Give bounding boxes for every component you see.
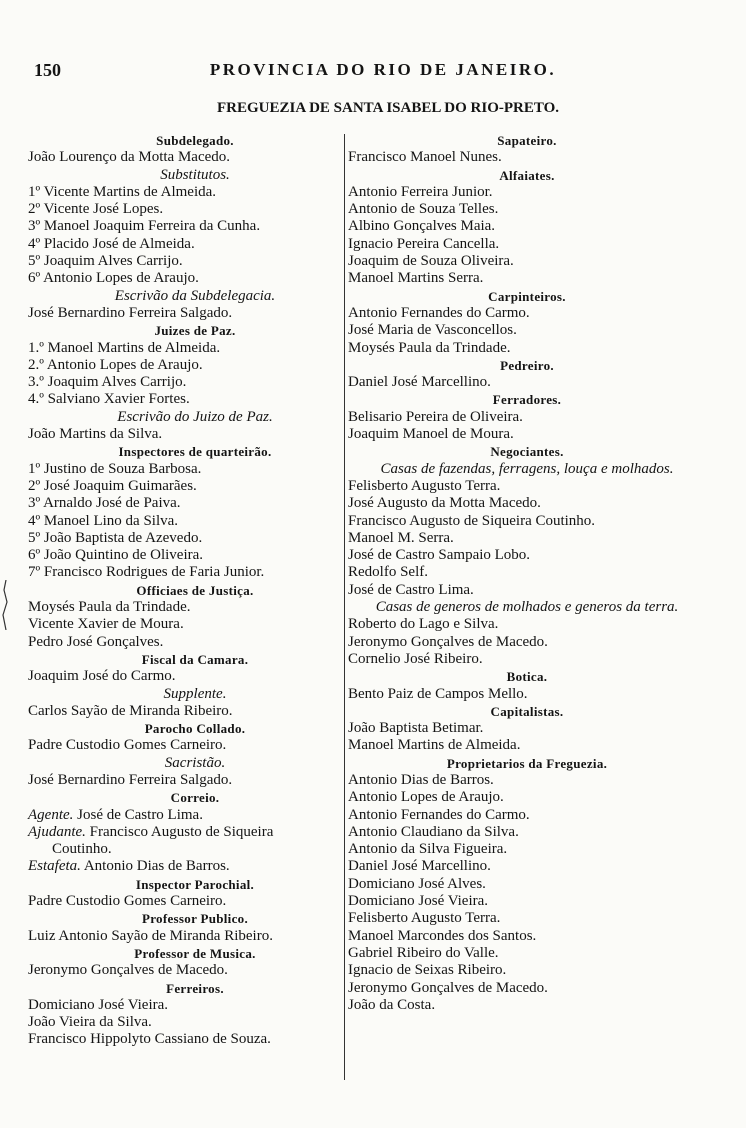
section-heading: Juizes de Paz. [154,323,236,339]
section-heading: Subdelegado. [156,133,234,148]
list-item: João Baptista Betimar. [348,720,484,737]
section-subheading: Escrivão da Subdelegacia. [114,287,276,304]
list-item: Joaquim José do Carmo. [28,668,176,685]
list-item: 1º Vicente Martins de Almeida. [28,183,217,200]
list-item: João Vieira da Silva. [28,1014,152,1031]
section-heading: Inspectores de quarteirão. [118,444,272,460]
role-entry [28,858,362,875]
list-item: José de Castro Sampaio Lobo. [348,547,531,564]
list-item: Antonio Dias de Barros. [348,771,494,788]
section-heading: Botica. [506,669,548,685]
section-subheading: Sacristão. [164,754,226,771]
list-item: Manoel M. Serra. [348,529,454,546]
list-item: 4º Placido José de Almeida. [28,235,195,252]
list-item: Jeronymo Gonçalves de Macedo. [348,633,548,650]
list-item: Felisberto Augusto Terra. [348,910,501,927]
list-item: José Maria de Vasconcellos. [348,322,517,339]
role-label: Estafeta. [28,858,81,875]
list-item: Padre Custodio Gomes Carneiro. [28,737,227,754]
list-item: Domiciano José Vieira. [28,996,169,1013]
list-item: 2º José Joaquim Guimarães. [28,477,197,494]
list-item: 3º Arnaldo José de Paiva. [28,495,181,512]
section-heading: Fiscal da Camara. [141,651,249,667]
list-item: Daniel José Marcellino. [348,374,491,391]
list-item: João Martins da Silva. [28,426,163,443]
list-item: Joaquim de Souza Oliveira. [348,253,514,270]
list-item: Moysés Paula da Trindade. [348,339,511,356]
list-item: 2.º Antonio Lopes de Araujo. [28,356,203,373]
list-item: 6º Antonio Lopes de Araujo. [28,270,199,287]
entry-continuation: Coutinho. [52,841,112,858]
role-label: Ajudante. [28,823,86,840]
section-subheading: Substitutos. [160,166,230,183]
list-item: Redolfo Self. [348,564,428,581]
list-item: 3.º Joaquim Alves Carrijo. [28,374,187,391]
role-holder: José de Castro Lima. [73,806,203,823]
section-heading: Proprietarios da Freguezia. [446,755,608,771]
section-subheading: Supplente. [163,685,227,702]
section-heading: Alfaiates. [499,167,555,183]
list-item: Albino Gonçalves Maia. [348,218,496,235]
list-item: Felisberto Augusto Terra. [348,477,501,494]
list-item: Antonio da Silva Figueira. [348,841,508,858]
page-header [0,60,746,86]
section-heading: Capitalistas. [490,703,564,719]
margin-bracket-mark [2,580,8,630]
section-heading: Ferreiros. [166,980,224,996]
list-item: Jeronymo Gonçalves de Macedo. [348,979,548,996]
list-item: Antonio Lopes de Araujo. [348,789,504,806]
list-item: 4.º Salviano Xavier Fortes. [28,391,190,408]
role-entry [28,824,362,841]
list-item: José Augusto da Motta Macedo. [348,495,541,512]
list-item: 1.º Manoel Martins de Almeida. [28,339,221,356]
section-heading: Carpinteiros. [488,288,566,304]
section-heading: Professor de Musica. [134,945,256,961]
list-item: Antonio Claudiano da Silva. [348,823,519,840]
list-item: Ignacio Pereira Cancella. [348,235,500,252]
list-item: 7º Francisco Rodrigues de Faria Junior. [28,564,265,581]
list-item: João da Costa. [348,996,436,1013]
section-heading: Professor Publico. [141,911,249,927]
page-title: PROVINCIA DO RIO DE JANEIRO. [209,60,557,79]
list-item: 1º Justino de Souza Barbosa. [28,460,202,477]
list-item: João Lourenço da Motta Macedo. [28,149,231,166]
list-item: Moysés Paula da Trindade. [28,599,191,616]
list-item: Manoel Martins Serra. [348,270,484,287]
section-heading: Negociantes. [490,444,564,460]
list-item: Manoel Marcondes dos Santos. [348,927,537,944]
right-column [348,132,706,1014]
list-item: Jeronymo Gonçalves de Macedo. [28,962,228,979]
list-item: Gabriel Ribeiro do Valle. [348,944,499,961]
list-item: Antonio de Souza Telles. [348,201,499,218]
list-item: Manoel Martins de Almeida. [348,737,521,754]
page-number: 150 [34,60,61,80]
section-heading: Ferradores. [492,392,562,408]
role-holder: Antonio Dias de Barros. [80,858,230,875]
list-item: Ignacio de Seixas Ribeiro. [348,962,507,979]
list-item: José de Castro Lima. [348,581,474,598]
list-item: Padre Custodio Gomes Carneiro. [28,893,227,910]
list-item: Daniel José Marcellino. [348,858,491,875]
column-divider [344,134,345,1080]
list-item: Belisario Pereira de Oliveira. [348,408,523,425]
list-item: Cornelio José Ribeiro. [348,650,483,667]
list-item: 4º Manoel Lino da Silva. [28,512,179,529]
parish-title: FREGUEZIA DE SANTA ISABEL DO RIO-PRETO. [216,100,560,116]
list-item: Luiz Antonio Sayão de Miranda Ribeiro. [28,927,273,944]
list-item: Domiciano José Alves. [348,875,486,892]
list-item: 5º Joaquim Alves Carrijo. [28,253,183,270]
section-subheading: Casas de fazendas, ferragens, louça e molhados. [380,460,674,477]
list-item: Roberto do Lago e Silva. [348,616,499,633]
list-item: Francisco Augusto de Siqueira Coutinho. [348,512,596,529]
list-item: 2º Vicente José Lopes. [28,201,164,218]
role-holder: Francisco Augusto de Siqueira [85,823,274,840]
list-item: 5º João Baptista de Azevedo. [28,529,203,546]
role-entry [28,807,362,824]
list-item: Antonio Fernandes do Carmo. [348,304,530,321]
list-item: Joaquim Manoel de Moura. [348,426,514,443]
section-heading: Parocho Collado. [144,721,246,737]
list-item: Domiciano José Vieira. [348,893,489,910]
list-item: 6º João Quintino de Oliveira. [28,547,204,564]
list-item: José Bernardino Ferreira Salgado. [28,304,233,321]
list-item: Vicente Xavier de Moura. [28,616,184,633]
section-heading: Sapateiro. [497,133,557,148]
list-item: Francisco Manoel Nunes. [348,149,502,166]
list-item: José Bernardino Ferreira Salgado. [28,771,233,788]
section-heading: Correio. [170,790,220,806]
section-subheading: Escrivão do Juizo de Paz. [117,408,273,425]
section-heading: Officiaes de Justiça. [136,582,254,598]
list-item: 3º Manoel Joaquim Ferreira da Cunha. [28,218,261,235]
role-label: Agente. [28,806,74,823]
left-column [28,132,362,1049]
section-subheading: Casas de generos de molhados e generos da terra. [375,599,679,616]
section-heading: Inspector Parochial. [135,876,255,892]
list-item: Pedro José Gonçalves. [28,633,164,650]
list-item: Francisco Hippolyto Cassiano de Souza. [28,1031,271,1048]
list-item: Antonio Ferreira Junior. [348,183,493,200]
list-item: Antonio Fernandes do Carmo. [348,806,530,823]
section-heading: Pedreiro. [500,357,554,373]
list-item: Bento Paiz de Campos Mello. [348,685,528,702]
list-item: Carlos Sayão de Miranda Ribeiro. [28,702,233,719]
